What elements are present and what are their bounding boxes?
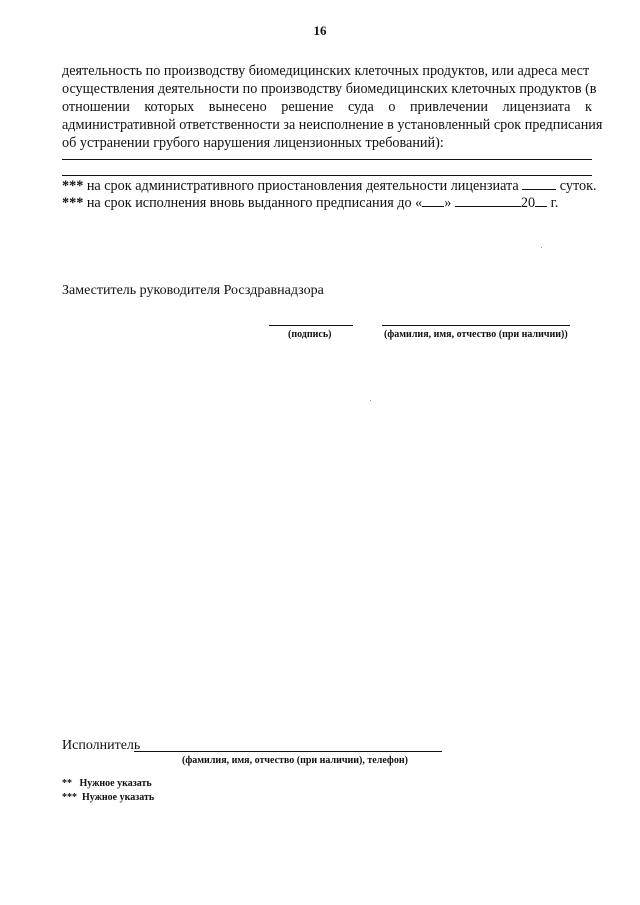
fill-in-line[interactable] [62, 159, 592, 160]
paragraph-word: лицензиата [502, 99, 571, 115]
deadline-text: на срок исполнения вновь выданного предписания до « [86, 195, 423, 211]
day-blank[interactable] [422, 194, 444, 207]
scan-speck [370, 400, 371, 401]
executor-line[interactable] [134, 751, 442, 752]
suspension-term-text: на срок административного приостановления деятельности лицензиата [86, 178, 519, 194]
paragraph-word: к [585, 99, 592, 115]
paragraph-word: суда [347, 99, 374, 115]
footnote-mark: ** [62, 778, 72, 789]
paragraph-word: которых [144, 99, 195, 115]
month-blank[interactable] [455, 194, 521, 207]
year-blank[interactable] [535, 194, 547, 207]
paragraph-line-5: об устранении грубого нарушения лицензионных требований): [62, 135, 444, 151]
footnote-text: Нужное указать [82, 792, 155, 803]
executor-caption: (фамилия, имя, отчество (при наличии), телефон) [182, 755, 408, 766]
triple-asterisk: *** [62, 178, 84, 194]
footnote-item [62, 778, 152, 789]
name-caption: (фамилия, имя, отчество (при наличии)) [384, 329, 568, 340]
signer-position: Заместитель руководителя Росздравнадзора [62, 283, 324, 298]
paragraph-word: решение [281, 99, 334, 115]
page-number: 16 [313, 23, 327, 38]
suspension-term-line [62, 177, 597, 195]
paragraph-line-4: административной ответственности за неисполнение в установленный срок предписания [62, 117, 603, 133]
deadline-line [62, 194, 558, 212]
paragraph-word: отношении [62, 99, 130, 115]
paragraph-word: привлечении [409, 99, 488, 115]
executor-label: Исполнитель [62, 738, 141, 753]
signature-caption: (подпись) [288, 329, 332, 340]
scan-speck [541, 247, 542, 248]
footnote-item [62, 792, 154, 803]
separator-line [62, 175, 592, 176]
footnote-mark: *** [62, 792, 77, 803]
close-quote: » [444, 195, 452, 211]
year-prefix: 20 [520, 195, 536, 211]
paragraph-line-1: деятельность по производству биомедицинских клеточных продуктов, или адреса мест [62, 63, 590, 79]
paragraph-word: вынесено [208, 99, 267, 115]
year-suffix: г. [550, 195, 559, 211]
paragraph-line-2: осуществления деятельности по производству биомедицинских клеточных продуктов (в [62, 81, 597, 97]
days-blank[interactable] [522, 177, 556, 190]
days-suffix: суток. [559, 178, 597, 194]
signature-line[interactable] [269, 325, 353, 326]
triple-asterisk: *** [62, 195, 84, 211]
paragraph-line-3 [62, 98, 592, 116]
footnote-text: Нужное указать [79, 778, 152, 789]
paragraph-word: о [388, 99, 396, 115]
signer-name-line[interactable] [382, 325, 570, 326]
body-paragraph [62, 62, 603, 152]
